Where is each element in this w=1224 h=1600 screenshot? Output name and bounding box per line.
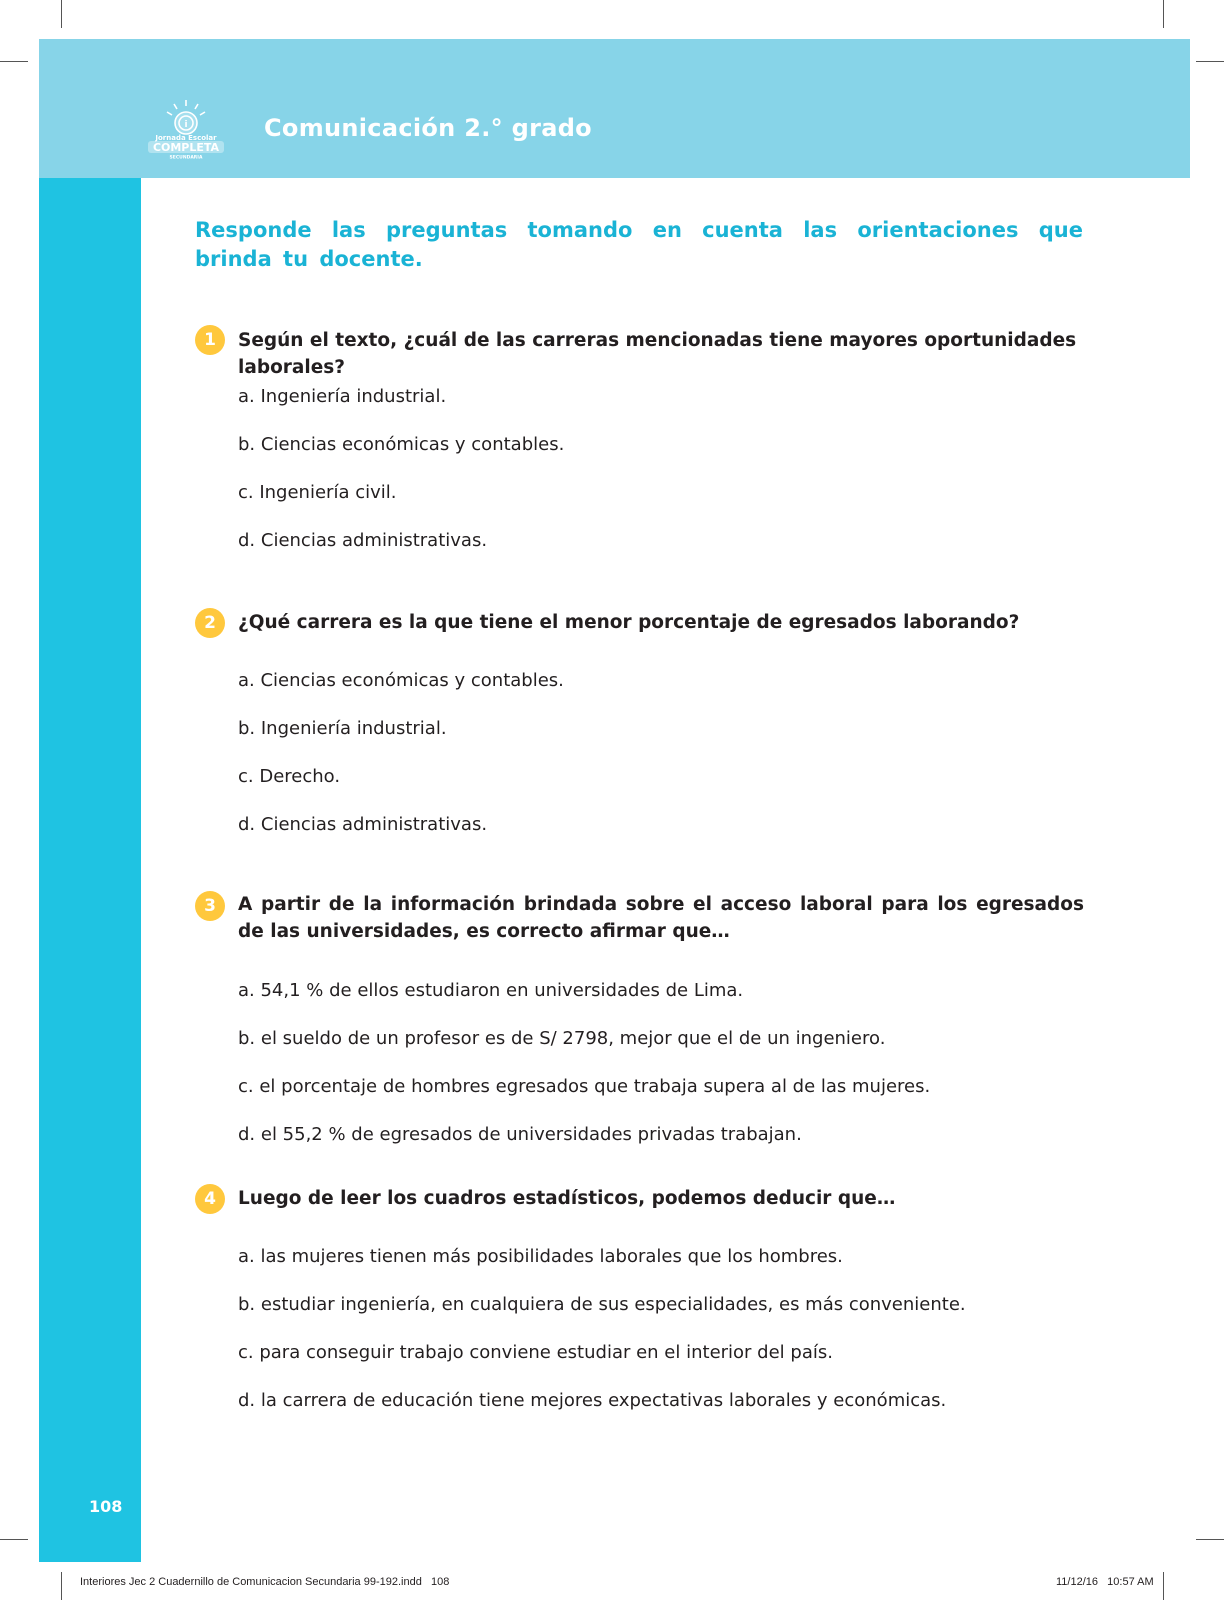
question-1-option-b[interactable]: b. Ciencias económicas y contables. — [238, 434, 565, 455]
question-3-option-a[interactable]: a. 54,1 % de ellos estudiaron en universidades de Lima. — [238, 980, 744, 1001]
logo-text-top: Jornada Escolar — [155, 134, 217, 142]
crop-mark-left-top — [0, 61, 28, 62]
question-4-option-b[interactable]: b. estudiar ingeniería, en cualquiera de sus especialidades, es más conveniente. — [238, 1294, 966, 1315]
question-3-option-d[interactable]: d. el 55,2 % de egresados de universidades privadas trabajan. — [238, 1124, 802, 1145]
logo-text-main: COMPLETA — [152, 141, 220, 154]
question-2-option-b[interactable]: b. Ingeniería industrial. — [238, 718, 447, 739]
sidebar-band — [39, 178, 141, 1562]
question-3-option-c[interactable]: c. el porcentaje de hombres egresados que trabaja supera al de las mujeres. — [238, 1076, 931, 1097]
question-3-text: A partir de la información brindada sobre el acceso laboral para los egresados de las universidades, es correcto afirmar que… — [238, 894, 1084, 942]
question-1-text: Según el texto, ¿cuál de las carreras mencionadas tiene mayores oportunidades laborales? — [238, 330, 1077, 378]
question-2-option-c[interactable]: c. Derecho. — [238, 766, 341, 787]
page-header-title: Comunicación 2.° grado — [264, 114, 592, 142]
crop-mark-right-bottom — [1196, 1539, 1224, 1540]
question-1-option-a[interactable]: a. Ingeniería industrial. — [238, 386, 447, 407]
crop-mark-top-left — [61, 0, 62, 28]
question-4-text: Luego de leer los cuadros estadísticos, podemos deducir que… — [238, 1188, 896, 1209]
question-2-text: ¿Qué carrera es la que tiene el menor porcentaje de egresados laborando? — [238, 612, 1020, 633]
crop-mark-bottom-left — [61, 1572, 62, 1600]
question-1-number-badge: 1 — [195, 325, 225, 355]
logo-text-bottom: SECUNDARIA — [169, 155, 203, 160]
print-slug-timestamp: 11/12/16 10:57 AM — [1056, 1576, 1154, 1588]
question-1-option-d[interactable]: d. Ciencias administrativas. — [238, 530, 488, 551]
print-slug-file-info: Interiores Jec 2 Cuadernillo de Comunicacion Secundaria 99-192.indd 108 — [80, 1576, 450, 1588]
crop-mark-right-top — [1196, 61, 1224, 62]
crop-mark-top-right — [1163, 0, 1164, 28]
question-2-option-d[interactable]: d. Ciencias administrativas. — [238, 814, 488, 835]
question-2-number-badge: 2 — [195, 608, 225, 638]
crop-mark-bottom-right — [1163, 1572, 1164, 1600]
question-3-option-b[interactable]: b. el sueldo de un profesor es de S/ 2798, mejor que el de un ingeniero. — [238, 1028, 886, 1049]
page-number: 108 — [89, 1497, 123, 1516]
question-4-option-c[interactable]: c. para conseguir trabajo conviene estudiar en el interior del país. — [238, 1342, 833, 1363]
question-4-option-d[interactable]: d. la carrera de educación tiene mejores expectativas laborales y económicas. — [238, 1390, 947, 1411]
crop-mark-left-bottom — [0, 1539, 28, 1540]
question-4-option-a[interactable]: a. las mujeres tienen más posibilidades laborales que los hombres. — [238, 1246, 843, 1267]
question-4-number-badge: 4 — [195, 1184, 225, 1214]
svg-text:i: i — [184, 120, 188, 130]
jornada-escolar-completa-logo — [146, 98, 226, 160]
question-2-option-a[interactable]: a. Ciencias económicas y contables. — [238, 670, 564, 691]
question-3-number-badge: 3 — [195, 891, 225, 921]
instruction-text: Responde las preguntas tomando en cuenta las orientaciones que brinda tu docente. — [195, 218, 1083, 271]
question-1-option-c[interactable]: c. Ingeniería civil. — [238, 482, 397, 503]
